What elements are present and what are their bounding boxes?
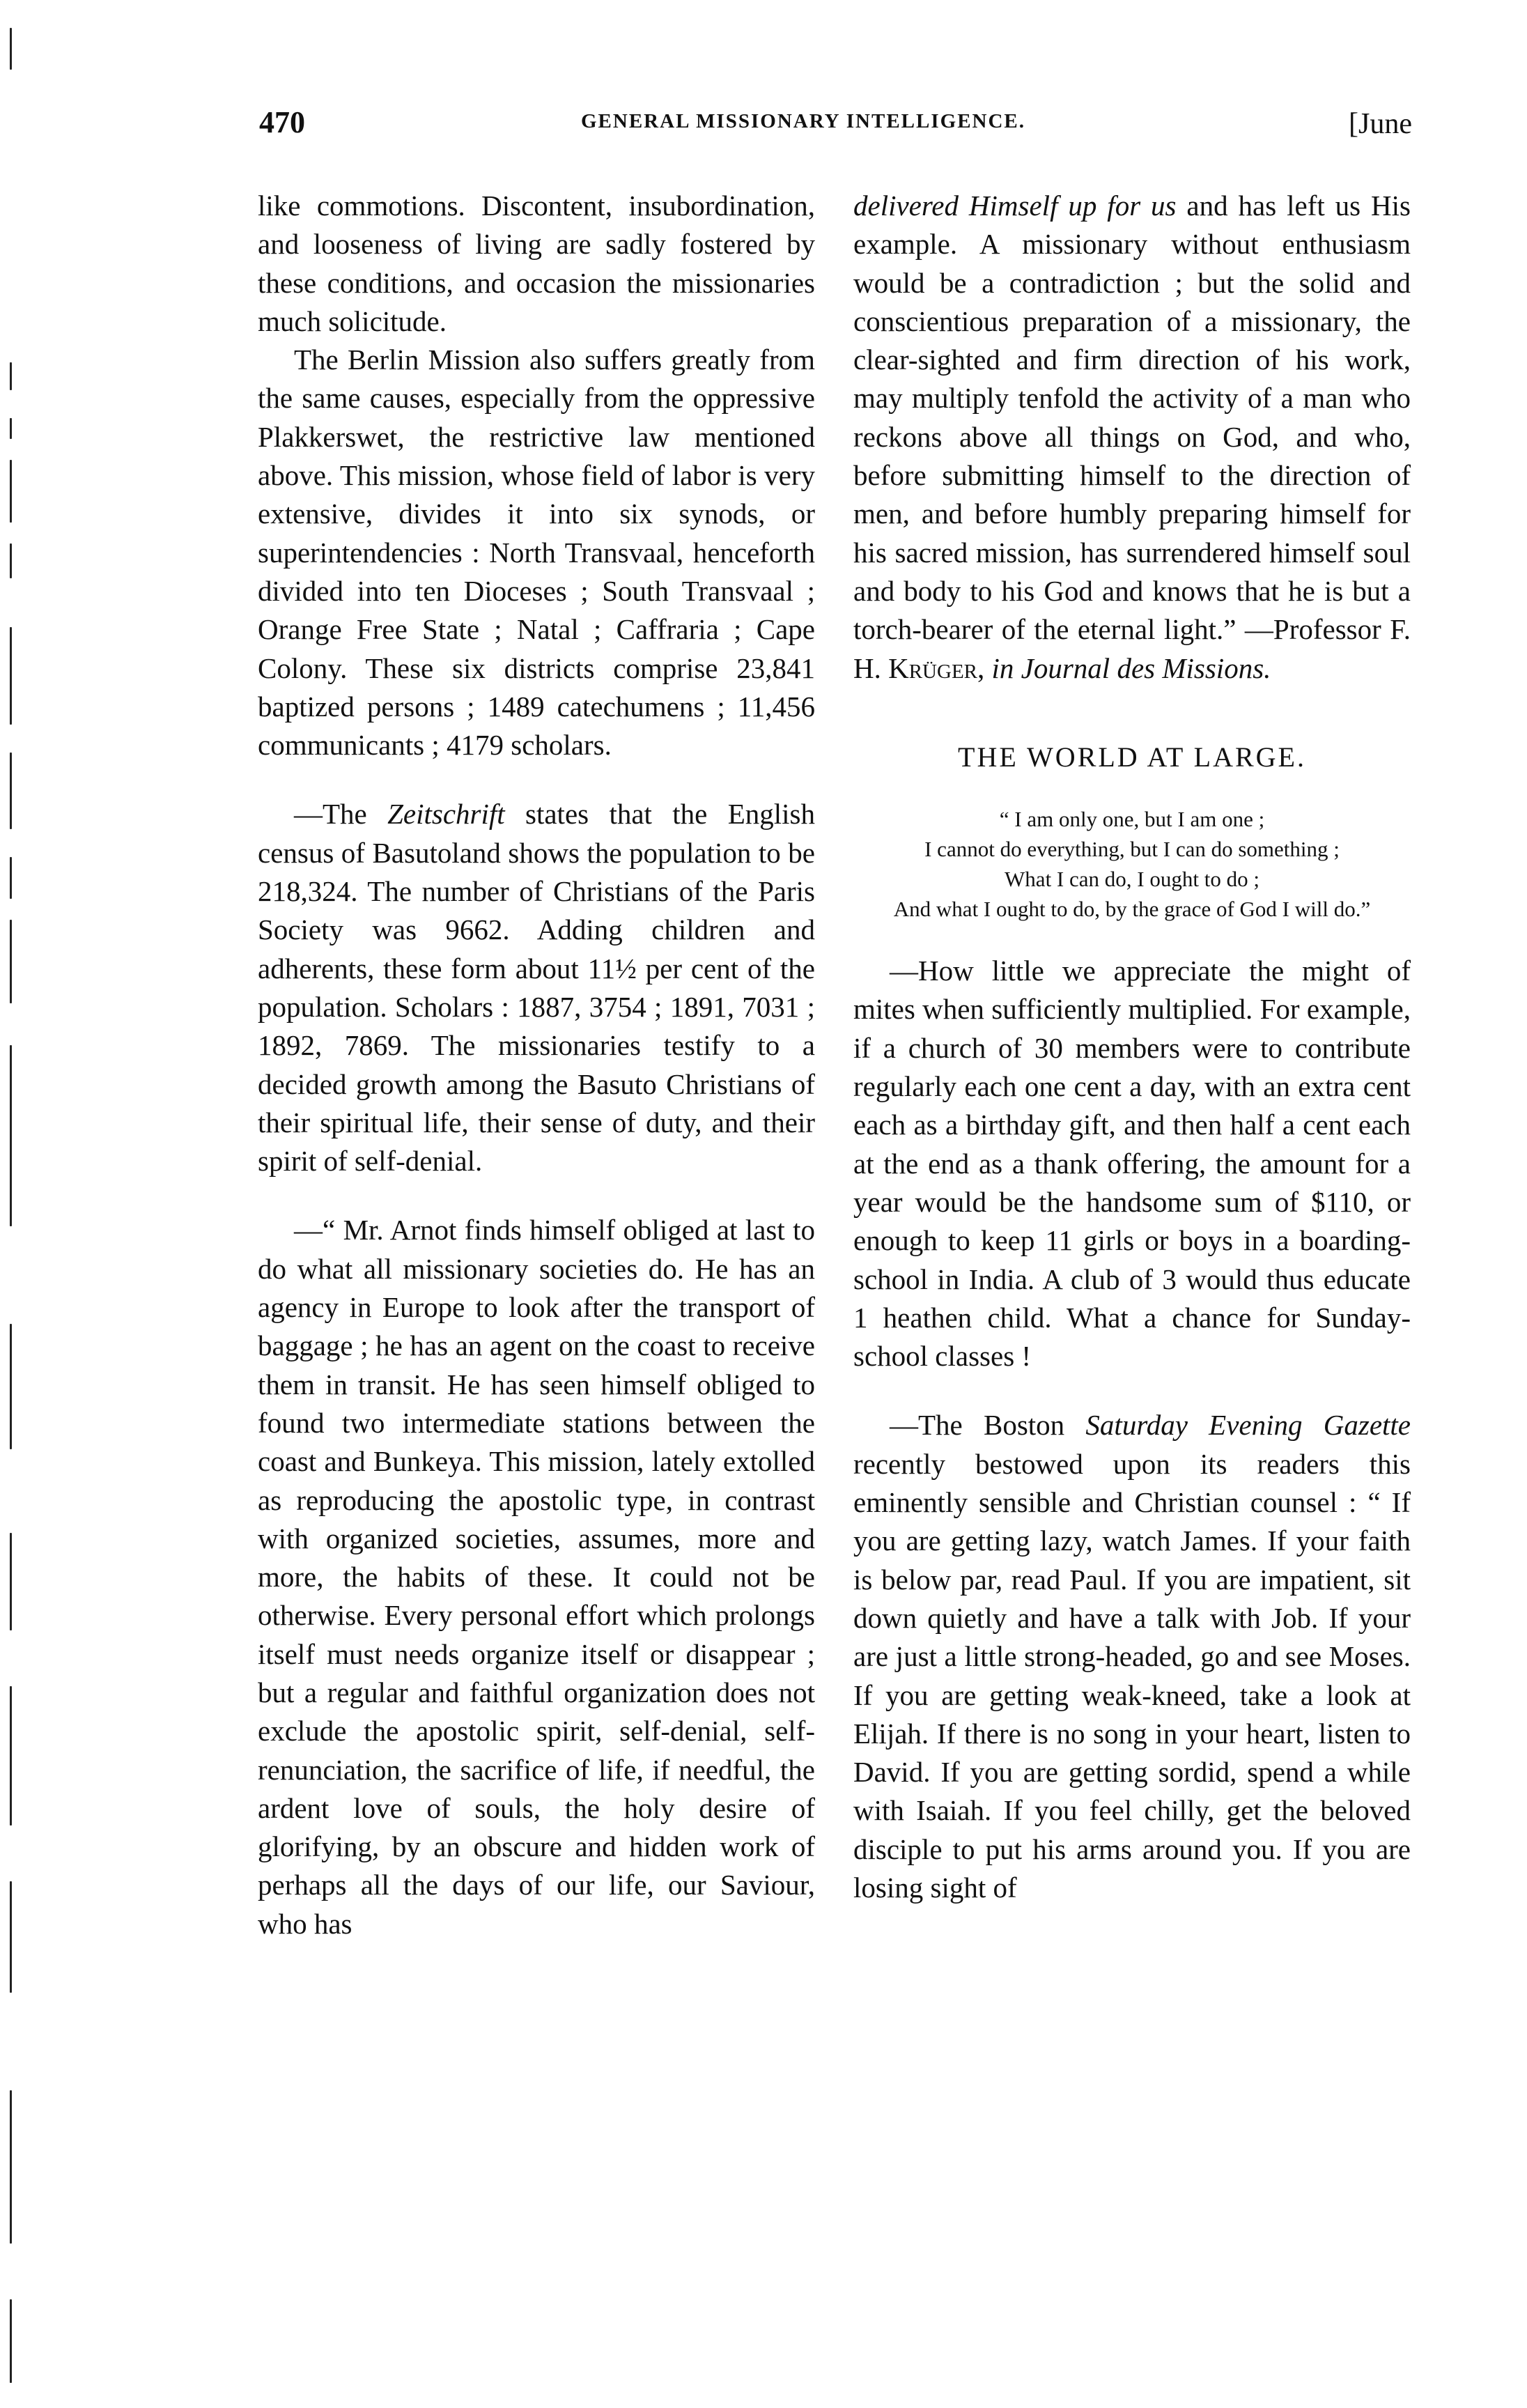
page-number: 470 — [259, 105, 305, 139]
scan-edge-marks — [10, 0, 13, 2408]
paragraph-missionary-quote: delivered Himself up for us and has left us His example. A missionary without enthusiasm would be a contradiction ; but the solid and conscientious preparation of a missionary, the clear-sighted and firm direction of his work, may multiply tenfold the activity of a man who reckons above all things on God, and who, before submitting himself to the direction of men, and before humbly preparing himself for his sacred mission, has surrendered himself soul and body to his God and knows that he is but a torch-bearer of the eternal light.” —Professor F. H. Krüger, in Journal des Missions. — [853, 190, 1411, 684]
header-month: [June — [1349, 108, 1412, 140]
right-column — [853, 187, 1411, 1907]
paragraph-continued: like commotions. Discontent, insubordination, and looseness of living are sadly fostered by these conditions, and occasion the missionaries much solicitude. — [258, 190, 815, 337]
paragraph-arnot: —“ Mr. Arnot finds himself obliged at last to do what all missionary societies do. He has an agency in Europe to look after the transport of baggage ; he has an agent on the coast to receive them in transit. He has seen himself obliged to found two intermediate stations between the coast and Bunkeya. This mission, lately extolled as reproducing the apostolic type, in contrast with organized societies, assumes, more and more, the habits of these. It could not be otherwise. Every personal effort which prolongs itself must needs organize itself or disappear ; but a regular and faithful organization does not exclude the apostolic spirit, self-denial, self-renunciation, the sacrifice of life, if needful, the ardent love of souls, the holy desire of glorifying, by an obscure and hidden work of perhaps all the days of our life, our Saviour, who has — [258, 1214, 815, 1940]
section-heading: THE WORLD AT LARGE. — [958, 741, 1306, 773]
running-title: GENERAL MISSIONARY INTELLIGENCE. — [581, 110, 1026, 132]
paragraph-might-of-mites: —How little we appreciate the might of mites when sufficiently multiplied. For example, if a church of 30 members were to contribute regularly each one cent a day, with an extra cent each as a birthday gift, and then half a cent each at the end as a thank offering, the amount for a year would be the handsome sum of $110, or enough to keep 11 girls or boys in a boarding-school in India. A club of 3 would thus educate 1 heathen child. What a chance for Sunday-school classes ! — [853, 955, 1411, 1373]
poem-line: What I can do, I ought to do ; — [1005, 867, 1259, 892]
paragraph-boston-gazette: —The Boston Saturday Evening Gazette recently bestowed upon its readers this eminently sensible and Christian counsel : “ If you are getting lazy, watch James. If your faith is below par, read Paul. If you are impatient, sit down quietly and have a talk with Job. If your are just a little strong-headed, go and see Moses. If you are getting weak-kneed, take a look at Elijah. If there is no song in your heart, listen to David. If you are getting sordid, spend a while with Isaiah. If you feel chilly, get the beloved disciple to put his arms around you. If you are losing sight of — [853, 1409, 1411, 1904]
paragraph-basutoland: —The Zeitschrift states that the English census of Basutoland shows the population to be 218,324. The number of Christians of the Paris Society was 9662. Adding children and adherents, these form about 11½ per cent of the population. Scholars : 1887, 3754 ; 1891, 7031 ; 1892, 7869. The missionaries testify to a decided growth among the Basuto Christians of their spiritual life, their sense of duty, and their spirit of self-denial. — [258, 798, 815, 1178]
poem-line: “ I am only one, but I am one ; — [999, 807, 1265, 832]
left-column — [258, 187, 815, 1943]
page-header — [259, 105, 1412, 153]
poem-line: I cannot do everything, but I can do something ; — [924, 837, 1340, 862]
poem-line: And what I ought to do, by the grace of God I will do.” — [893, 897, 1371, 922]
paragraph-berlin-mission: The Berlin Mission also suffers greatly from the same causes, especially from the oppressive Plakkerswet, the restrictive law mentioned above. This mission, whose field of labor is very extensive, divides it into six synods, or superintendencies : North Transvaal, henceforth divided into ten Dioceses ; South Transvaal ; Orange Free State ; Natal ; Caffraria ; Cape Colony. These six districts comprise 23,841 baptized persons ; 1489 catechumens ; 11,456 communicants ; 4179 scholars. — [258, 344, 815, 762]
epigraph-poem — [867, 804, 1397, 924]
